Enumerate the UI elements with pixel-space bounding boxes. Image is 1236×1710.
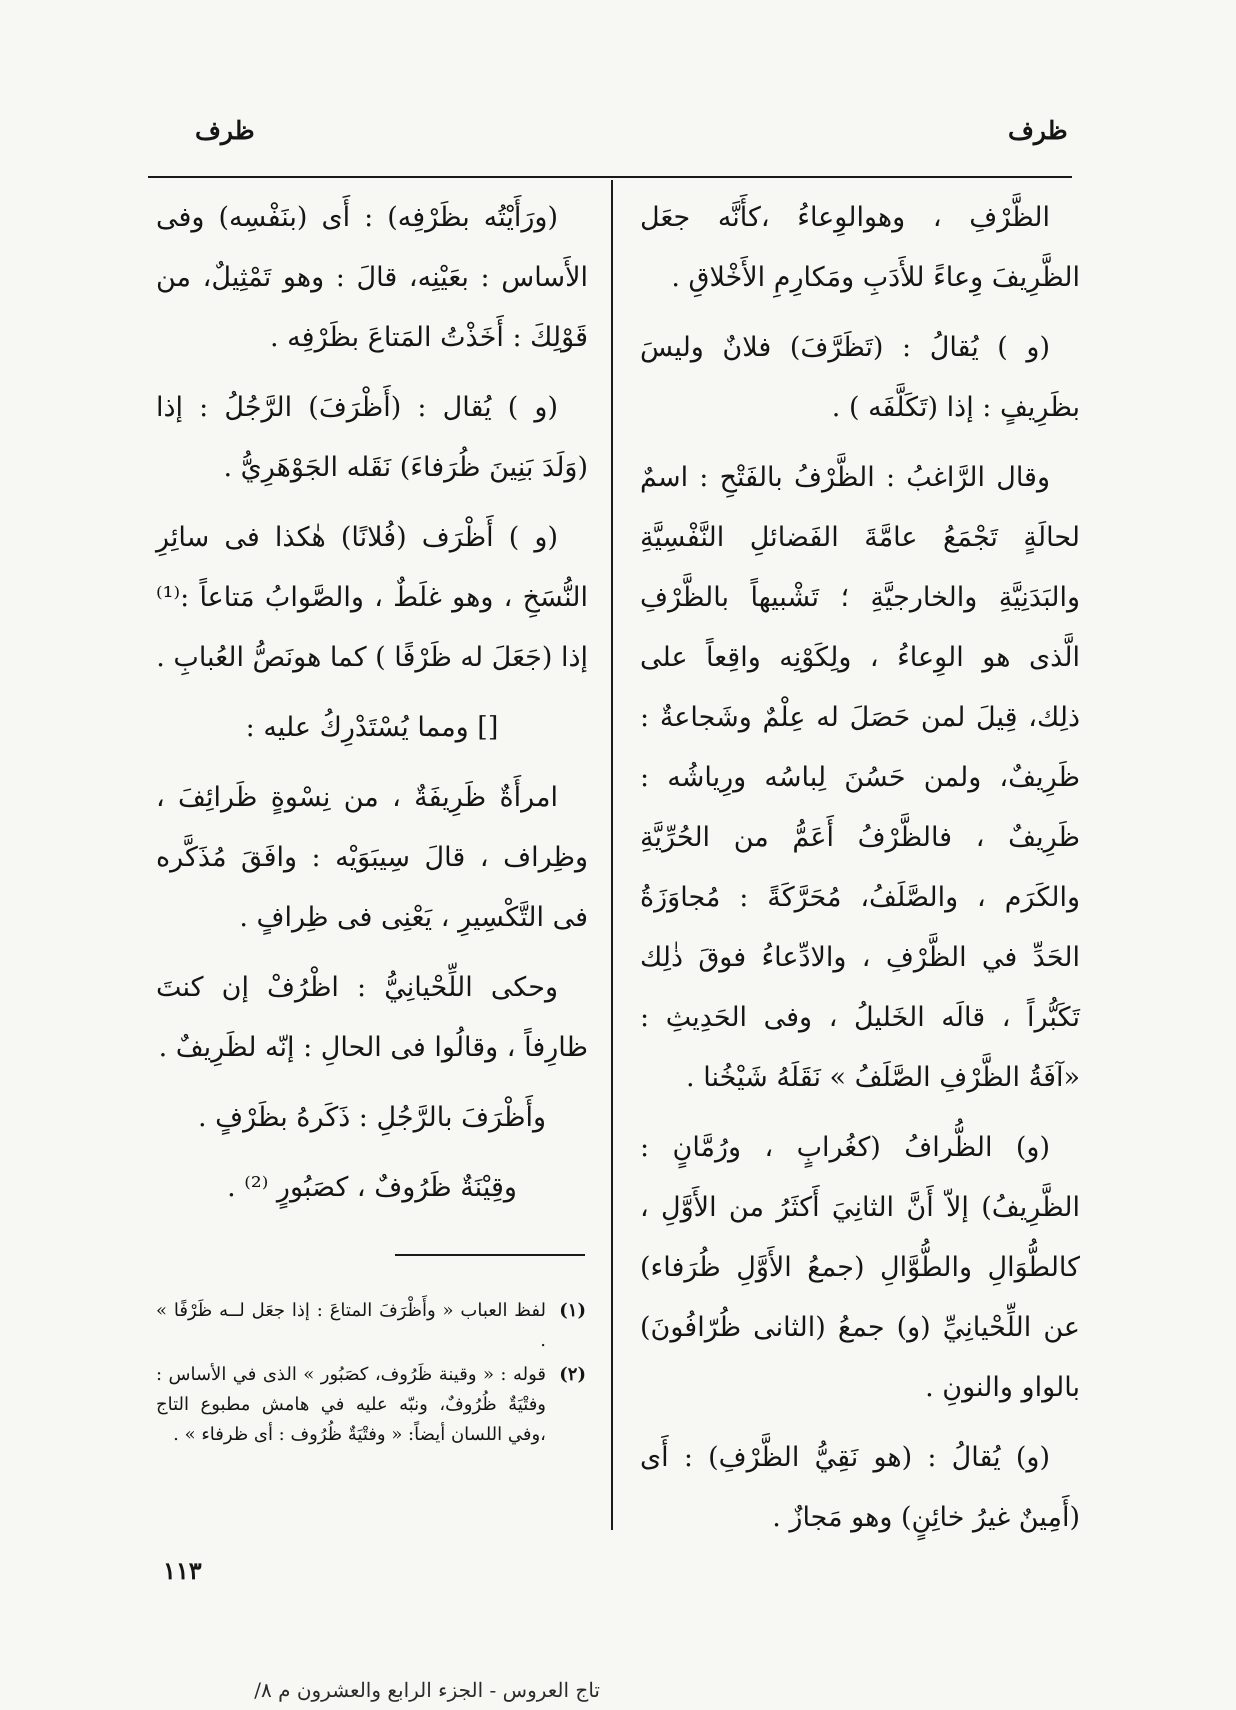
paragraph: (و ) أَظْرَف (فُلانًا) هٰكذا فى سائِرِ النُّسَخِ ، وهو غلَطٌ ، والصَّوابُ مَتاعاً :⁽¹⁾ إذا (جَعَلَ له ظَرْفًا ) كما هونَصُّ العُبابِ . — [156, 522, 588, 673]
paragraph: وأَظْرَفَ بالرَّجُلِ : ذَكَرهُ بظَرْفٍ . — [198, 1102, 546, 1133]
section-marker: [] ومما يُسْتَدْرِكُ عليه : — [245, 712, 499, 743]
paragraph: وحكى اللِّحْيانِيُّ : اظْرُفْ إن كنتَ ظارِفاً ، وقالُوا فى الحالِ : إنّه لظَرِيفٌ . — [156, 972, 588, 1063]
footnote-rule — [395, 1254, 585, 1256]
right-column — [640, 188, 1080, 1558]
column-divider — [611, 180, 613, 1530]
footnote — [156, 1296, 586, 1356]
paragraph: (و) يُقالُ : (هو نَقِيُّ الظَّرْفِ) : أَى (أَمِينٌ غيرُ خائِنٍ) وهو مَجازٌ . — [640, 1442, 1080, 1533]
paragraph: (و ) يُقالُ : (تَظَرَّفَ) فلانٌ وليسَ بظَرِيفٍ : إذا (تَكَلَّفَه ) . — [640, 332, 1080, 423]
footnote — [156, 1360, 586, 1450]
footnote-number: (١) — [559, 1300, 586, 1321]
paragraph: (و ) يُقال : (أَظْرَفَ) الرَّجُلُ : إذا (وَلَدَ بَنِينَ ظُرَفاءَ) نَقَله الجَوْهَرِيُّ . — [156, 392, 588, 483]
paragraph: الظَّرْفِ ، وهوالوِعاءُ ،كأَنَّه جعَل الظَّرِيفَ وِعاءً للأَدَبِ ومَكارِمِ الأَخْلاقِ . — [640, 202, 1080, 293]
left-column — [156, 188, 588, 1228]
footnote-text: لفظ العباب « وأَظْرَفَ المتاعَ : إذا جعَل لــه ظَرْفًا » . — [156, 1300, 546, 1351]
page-number: ١١٣ — [163, 1556, 202, 1585]
footnotes — [156, 1296, 586, 1454]
footnote-number: (٢) — [559, 1364, 586, 1385]
signature-line: تاج العروس - الجزء الرابع والعشرون م ٨/ — [254, 1678, 600, 1702]
page-header-left: ظرف — [195, 116, 255, 145]
header-rule — [148, 176, 1072, 178]
paragraph: وقِيْنَةٌ ظَرُوفٌ ، كصَبُورٍ ⁽²⁾ . — [227, 1172, 517, 1203]
paragraph: (و) الظُّرافُ (كغُرابٍ ، ورُمَّانٍ : الظَّرِيفُ) إلاّ أَنَّ الثانِيَ أَكثَرُ من الأَوَّلِ ، كالطُّوَالِ والطُّوَّالِ (جمعُ الأَوَّلِ ظُرَفاء) عن اللِّحْيانِيِّ (و) جمعُ (الثانى ظُرّافُونَ) بالواو والنونِ . — [640, 1132, 1080, 1403]
paragraph: امرأَةٌ ظَرِيفَةٌ ، من نِسْوةٍ ظَرائِفَ ، وظِراف ، قالَ سِيبَوَيْه : وافَقَ مُذَكَّره فى التَّكْسِيرِ ، يَعْنِى فى ظِرافٍ . — [156, 782, 588, 933]
page-header-right: ظرف — [1008, 116, 1068, 145]
paragraph: وقال الرَّاغبُ : الظَّرْفُ بالفَتْحِ : اسمٌ لحالَةٍ تَجْمَعُ عامَّةَ الفَضائلِ النَّفْسِيَّةِ والبَدَنِيَّةِ والخارجيَّةِ ؛ تَشْبيهاً بالظَّرْفِ الَّذى هو الوِعاءُ ، ولِكَوْنِه واقِعاً على ذلِك، قِيلَ لمن حَصَلَ له عِلْمٌ وشَجاعةٌ : ظَرِيفٌ، ولمن حَسُنَ لِباسُه ورِياشُه : ظَرِيفٌ ، فالظَّرْفُ أَعَمُّ من الحُرِّيَّةِ والكَرَم ، والصَّلَفُ، مُحَرَّكَةً : مُجاوَزَةُ الحَدِّ في الظَّرْفِ ، والادِّعاءُ فوقَ ذٰلِك تَكَبُّراً ، قالَه الخَليلُ ، وفى الحَدِيثِ : «آفَةُ الظَّرْفِ الصَّلَفُ » نَقَلَهُ شَيْخُنا . — [640, 462, 1080, 1093]
paragraph: (ورَأَيْتُه بظَرْفِه) : أَى (بنَفْسِه) وفى الأَساس : بعَيْنِه، قالَ : وهو تَمْثِيلٌ، من قَوْلِكَ : أَخَذْتُ المَتاعَ بظَرْفِه . — [156, 202, 588, 353]
footnote-text: قوله : « وقينة ظَرُوف، كصَبُور » الذى في الأساس : وفتْيَةٌ ظُرُوفٌ، ونبّه عليه في هامش مطبوع التاج ،وفي اللسان أيضاً: « وفتْيَةٌ ظُرُوف : أى ظرفاء » . — [156, 1364, 546, 1445]
